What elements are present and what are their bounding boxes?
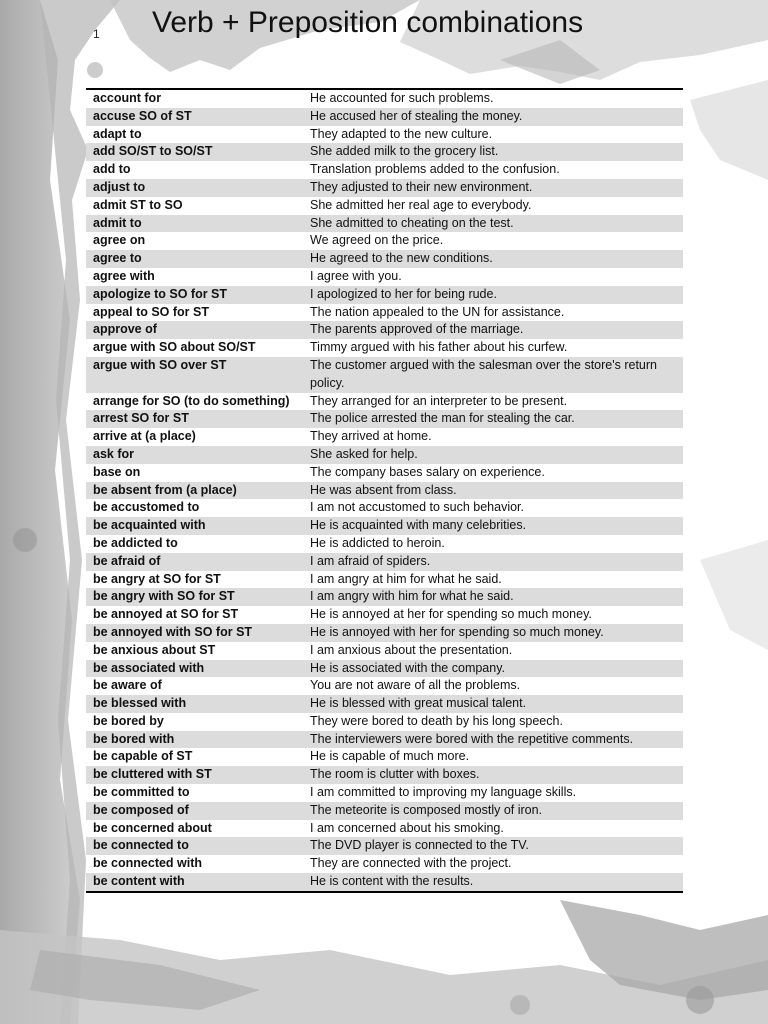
example-sentence-cell: You are not aware of all the problems. [302,677,683,695]
example-sentence-cell: The customer argued with the salesman over the store's return policy. [302,357,683,393]
example-sentence-cell: The room is clutter with boxes. [302,766,683,784]
verb-preposition-table [86,88,683,893]
example-sentence-cell: He agreed to the new conditions. [302,250,683,268]
example-sentence-cell: I am concerned about his smoking. [302,820,683,838]
table-row [86,677,683,695]
verb-phrase-cell: be composed of [86,802,302,820]
table-row [86,143,683,161]
table-row [86,197,683,215]
table-row [86,731,683,749]
verb-phrase-cell: be bored by [86,713,302,731]
verb-phrase-cell: agree on [86,232,302,250]
table-row [86,179,683,197]
example-sentence-cell: I am angry with him for what he said. [302,588,683,606]
page-number: 1 [93,27,100,41]
verb-phrase-cell: appeal to SO for ST [86,304,302,322]
table-row [86,482,683,500]
verb-phrase-cell: argue with SO about SO/ST [86,339,302,357]
table-row [86,108,683,126]
example-sentence-cell: We agreed on the price. [302,232,683,250]
table-row [86,357,683,393]
verb-phrase-cell: be afraid of [86,553,302,571]
example-sentence-cell: They arranged for an interpreter to be present. [302,393,683,411]
verb-phrase-cell: be addicted to [86,535,302,553]
verb-phrase-cell: argue with SO over ST [86,357,302,393]
verb-phrase-cell: account for [86,89,302,108]
table-row [86,215,683,233]
verb-phrase-cell: be connected with [86,855,302,873]
table-row [86,553,683,571]
verb-phrase-cell: be annoyed at SO for ST [86,606,302,624]
verb-phrase-cell: be accustomed to [86,499,302,517]
table-row [86,873,683,892]
table-row [86,89,683,108]
table-row [86,820,683,838]
example-sentence-cell: She admitted her real age to everybody. [302,197,683,215]
example-sentence-cell: They are connected with the project. [302,855,683,873]
table-row [86,606,683,624]
example-sentence-cell: He is annoyed with her for spending so much money. [302,624,683,642]
table-row [86,571,683,589]
example-sentence-cell: They arrived at home. [302,428,683,446]
verb-phrase-cell: adjust to [86,179,302,197]
example-sentence-cell: He is content with the results. [302,873,683,892]
example-sentence-cell: She admitted to cheating on the test. [302,215,683,233]
example-sentence-cell: He is acquainted with many celebrities. [302,517,683,535]
example-sentence-cell: I am angry at him for what he said. [302,571,683,589]
example-sentence-cell: He is blessed with great musical talent. [302,695,683,713]
table-row [86,393,683,411]
table-row [86,642,683,660]
example-sentence-cell: She asked for help. [302,446,683,464]
example-sentence-cell: Timmy argued with his father about his curfew. [302,339,683,357]
verb-phrase-cell: be associated with [86,660,302,678]
example-sentence-cell: The nation appealed to the UN for assistance. [302,304,683,322]
table-row [86,428,683,446]
verb-phrase-cell: adapt to [86,126,302,144]
verb-phrase-cell: apologize to SO for ST [86,286,302,304]
table-row [86,588,683,606]
verb-phrase-cell: arrive at (a place) [86,428,302,446]
example-sentence-cell: He is capable of much more. [302,748,683,766]
table-row [86,339,683,357]
verb-phrase-cell: be anxious about ST [86,642,302,660]
verb-phrase-cell: be acquainted with [86,517,302,535]
table-row [86,268,683,286]
example-sentence-cell: The parents approved of the marriage. [302,321,683,339]
table-row [86,802,683,820]
verb-phrase-cell: be blessed with [86,695,302,713]
table-row [86,535,683,553]
table-body [86,89,683,892]
verb-phrase-cell: be angry at SO for ST [86,571,302,589]
table-row [86,517,683,535]
example-sentence-cell: The police arrested the man for stealing the car. [302,410,683,428]
table-row [86,446,683,464]
table-row [86,748,683,766]
table-row [86,624,683,642]
table-row [86,304,683,322]
example-sentence-cell: They adjusted to their new environment. [302,179,683,197]
table-row [86,321,683,339]
example-sentence-cell: The company bases salary on experience. [302,464,683,482]
verb-phrase-cell: arrange for SO (to do something) [86,393,302,411]
table-row [86,464,683,482]
verb-phrase-cell: be capable of ST [86,748,302,766]
example-sentence-cell: I am not accustomed to such behavior. [302,499,683,517]
table-row [86,660,683,678]
verb-phrase-cell: add to [86,161,302,179]
example-sentence-cell: The DVD player is connected to the TV. [302,837,683,855]
example-sentence-cell: I apologized to her for being rude. [302,286,683,304]
verb-phrase-cell: admit ST to SO [86,197,302,215]
table-row [86,232,683,250]
verb-phrase-cell: arrest SO for ST [86,410,302,428]
verb-phrase-cell: be cluttered with ST [86,766,302,784]
verb-phrase-cell: agree with [86,268,302,286]
table-row [86,695,683,713]
example-sentence-cell: I am anxious about the presentation. [302,642,683,660]
example-sentence-cell: I am afraid of spiders. [302,553,683,571]
verb-phrase-cell: admit to [86,215,302,233]
example-sentence-cell: They were bored to death by his long speech. [302,713,683,731]
verb-phrase-cell: approve of [86,321,302,339]
example-sentence-cell: He accounted for such problems. [302,89,683,108]
page-title: Verb + Preposition combinations [152,6,584,39]
verb-phrase-cell: be connected to [86,837,302,855]
example-sentence-cell: The meteorite is composed mostly of iron. [302,802,683,820]
example-sentence-cell: She added milk to the grocery list. [302,143,683,161]
verb-phrase-cell: be committed to [86,784,302,802]
verb-phrase-cell: be absent from (a place) [86,482,302,500]
table-row [86,286,683,304]
example-sentence-cell: The interviewers were bored with the repetitive comments. [302,731,683,749]
example-sentence-cell: I am committed to improving my language skills. [302,784,683,802]
table-row [86,250,683,268]
verb-phrase-cell: agree to [86,250,302,268]
verb-phrase-cell: be bored with [86,731,302,749]
verb-phrase-cell: be annoyed with SO for ST [86,624,302,642]
table-row [86,126,683,144]
example-sentence-cell: He is associated with the company. [302,660,683,678]
table-row [86,766,683,784]
table-row [86,855,683,873]
example-sentence-cell: He is annoyed at her for spending so much money. [302,606,683,624]
example-sentence-cell: He was absent from class. [302,482,683,500]
verb-phrase-cell: base on [86,464,302,482]
table-row [86,161,683,179]
example-sentence-cell: He is addicted to heroin. [302,535,683,553]
verb-phrase-cell: be angry with SO for ST [86,588,302,606]
verb-phrase-cell: accuse SO of ST [86,108,302,126]
example-sentence-cell: He accused her of stealing the money. [302,108,683,126]
table-row [86,713,683,731]
verb-phrase-cell: be concerned about [86,820,302,838]
verb-phrase-cell: ask for [86,446,302,464]
table-row [86,784,683,802]
example-sentence-cell: I agree with you. [302,268,683,286]
table-row [86,499,683,517]
verb-phrase-cell: add SO/ST to SO/ST [86,143,302,161]
verb-phrase-cell: be content with [86,873,302,892]
verb-phrase-cell: be aware of [86,677,302,695]
example-sentence-cell: They adapted to the new culture. [302,126,683,144]
example-sentence-cell: Translation problems added to the confusion. [302,161,683,179]
table-row [86,837,683,855]
table-row [86,410,683,428]
